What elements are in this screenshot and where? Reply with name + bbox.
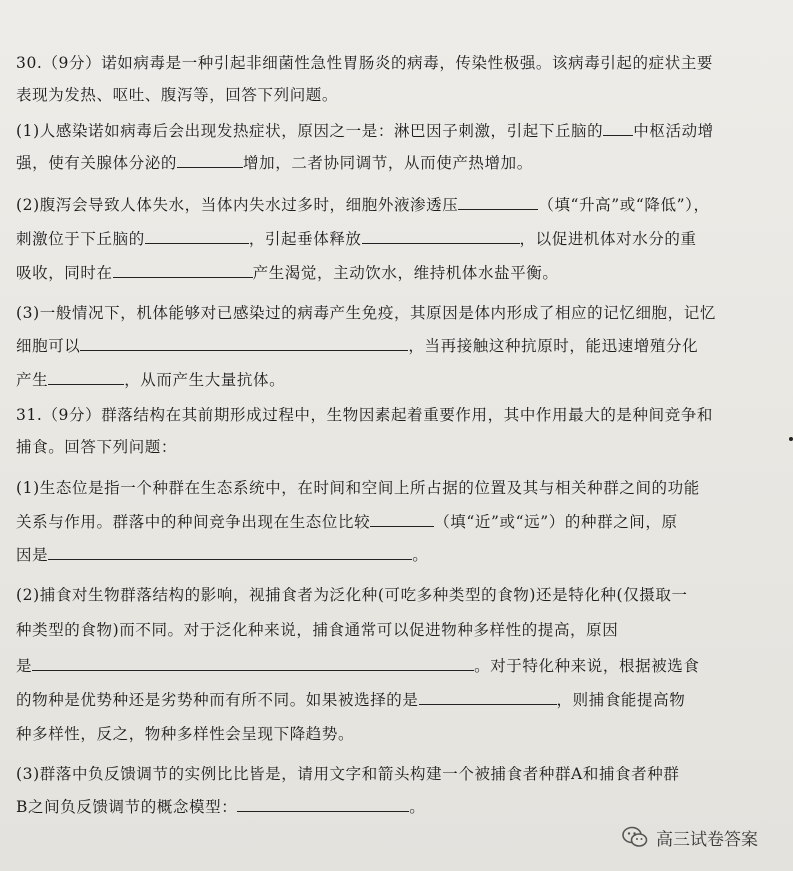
answer-blank[interactable] xyxy=(32,656,474,671)
q30-part3-line2: 细胞可以 ，当再接触这种抗原时，能迅速增殖分化 xyxy=(16,337,699,355)
answer-blank[interactable] xyxy=(48,370,124,385)
q31-part2-line2: 种类型的食物)而不同。对于泛化种来说，捕食通常可以促进物种多样性的提高，原因 xyxy=(16,621,619,639)
answer-blank[interactable] xyxy=(48,545,412,560)
q31-part2-line5: 种多样性，反之，物种多样性会呈现下降趋势。 xyxy=(16,725,355,743)
answer-blank[interactable] xyxy=(177,153,243,168)
q31-title-cont: 捕食。回答下列问题： xyxy=(16,438,178,456)
q31-part2-line3: 是 。对于特化种来说，根据被选食 xyxy=(16,657,700,675)
answer-blank[interactable] xyxy=(603,121,633,136)
q30-title: 30.（9分）诺如病毒是一种引起非细菌性急性胃肠炎的病毒，传染性极强。该病毒引起的症状主要 xyxy=(16,54,714,72)
watermark xyxy=(622,822,758,852)
q31-part2-line4: 的物种是优势种还是劣势种而有所不同。如果被选择的是 ，则捕食能提高物 xyxy=(16,691,686,709)
q30-part3-line3: 产生 ，从而产生大量抗体。 xyxy=(16,371,286,389)
answer-blank[interactable] xyxy=(145,229,249,244)
answer-blank[interactable] xyxy=(370,512,434,527)
q30-part1-line1: (1)人感染诺如病毒后会出现发热症状，原因之一是：淋巴因子刺激，引起下丘脑的 中枢活动增 xyxy=(16,122,714,140)
answer-blank[interactable] xyxy=(113,263,253,278)
stray-mark xyxy=(789,437,793,441)
answer-blank[interactable] xyxy=(419,690,557,705)
q31-title: 31.（9分）群落结构在其前期形成过程中，生物因素起着重要作用，其中作用最大的是种间竞争和 xyxy=(16,406,714,424)
watermark-text: 高三试卷答案 xyxy=(656,829,758,850)
answer-blank[interactable] xyxy=(80,336,408,351)
q30-part3-line1: (3)一般情况下，机体能够对已感染过的病毒产生免疫，其原因是体内形成了相应的记忆细胞，记忆 xyxy=(16,304,716,322)
q31-part1-line2: 关系与作用。群落中的种间竞争出现在生态位比较 （填“近”或“远”）的种群之间，原 xyxy=(16,513,678,531)
wechat-icon xyxy=(622,826,648,848)
q30-title-cont: 表现为发热、呕吐、腹泻等，回答下列问题。 xyxy=(16,86,339,104)
q30-part2-line2: 刺激位于下丘脑的 ，引起垂体释放 ，以促进机体对水分的重 xyxy=(16,230,697,248)
q31-part3-line1: (3)群落中负反馈调节的实例比比皆是，请用文字和箭头构建一个被捕食者种群A和捕食者种群 xyxy=(16,765,680,783)
q30-part2-line3: 吸收，同时在 产生渴觉，主动饮水，维持机体水盐平衡。 xyxy=(16,264,559,282)
q31-part1-line1: (1)生态位是指一个种群在生态系统中，在时间和空间上所占据的位置及其与相关种群之间的功能 xyxy=(16,479,700,497)
answer-blank[interactable] xyxy=(237,797,409,812)
q30-part2-line1: (2)腹泻会导致人体失水，当体内失水过多时，细胞外液渗透压 （填“升高”或“降低”）， xyxy=(16,196,710,214)
q31-part3-line2: B之间负反馈调节的概念模型： 。 xyxy=(16,798,426,816)
answer-blank[interactable] xyxy=(458,195,538,210)
answer-blank[interactable] xyxy=(362,229,520,244)
q30-part1-line2: 强，使有关腺体分泌的 增加，二者协同调节，从而使产热增加。 xyxy=(16,154,533,172)
q31-part1-line3: 因是 。 xyxy=(16,546,429,564)
q31-part2-line1: (2)捕食对生物群落结构的影响，视捕食者为泛化种(可吃多种类型的食物)还是特化种(仅摄取一 xyxy=(16,586,688,604)
